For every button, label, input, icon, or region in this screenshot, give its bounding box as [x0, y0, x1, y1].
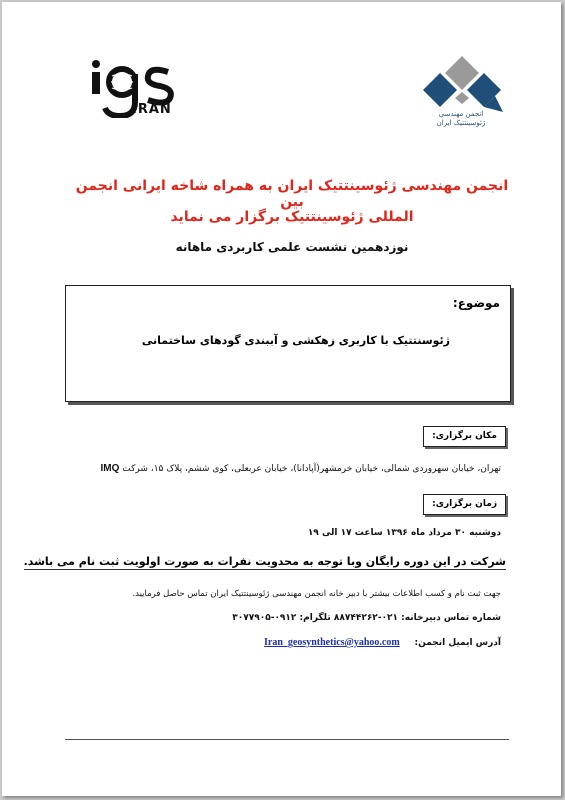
footer-divider: [65, 739, 509, 740]
title-line-1: انجمن مهندسی ژئوسینتتیک ایران به همراه شاخه ایرانی انجمن بین: [75, 178, 509, 210]
venue-label: مکان برگزاری:: [423, 426, 506, 447]
time-value: دوشنبه ۳۰ مرداد ماه ۱۳۹۶ ساعت ۱۷ الی ۱۹: [307, 528, 501, 538]
association-email-link[interactable]: Iran_geosynthetics@yahoo.com: [264, 637, 400, 648]
association-caption-line-1: انجمن مهندسی: [438, 110, 484, 118]
venue-address-text: تهران، خیابان سهروردی شمالی، خیابان خرمشهر(آپادانا)، خیابان عربعلی، کوی ششم، پلاک ۱۵، شرکت: [122, 464, 501, 474]
association-logo: [417, 54, 507, 118]
venue-address: [101, 463, 501, 474]
title-line-2: المللی ژئوسینتتیک برگزار می نماید: [170, 209, 414, 225]
iran-wordmark: IRAN: [132, 102, 172, 117]
event-subtitle: نوزدهمین نشست علمی کاربردی ماهانه: [175, 240, 409, 254]
topic-label: موضوع:: [452, 296, 500, 310]
venue-company: IMQ: [100, 463, 120, 474]
document-page: [2, 2, 561, 796]
free-registration-notice: شرکت در این دوره رایگان وبا توجه به محدویت نفرات به صورت اولویت ثبت نام می باشد.: [23, 555, 506, 568]
association-caption: [412, 110, 510, 128]
email-label: آدرس ایمیل انجمن:: [414, 638, 501, 648]
topic-box: [65, 285, 511, 402]
topic-text: ژئوسنتتیک با کاربری زهکشی و آببندی گودهای ساختمانی: [141, 334, 450, 347]
contact-phone-line: شماره تماس دبیرخانه: ۰۲۱-۸۸۷۴۴۲۶۲ تلگرام: ۰۹۱۲-۳۰۷۷۹۰۵: [232, 613, 501, 623]
registration-info: جهت ثبت نام و کسب اطلاعات بیشتر با دبیر خانه انجمن مهندسی ژئوسینتتیک ایران تماس حاصل فرمایید.: [132, 589, 501, 599]
association-caption-line-2: ژئوسینتتیک ایران: [436, 119, 486, 127]
time-label: زمان برگزاری:: [423, 494, 506, 515]
